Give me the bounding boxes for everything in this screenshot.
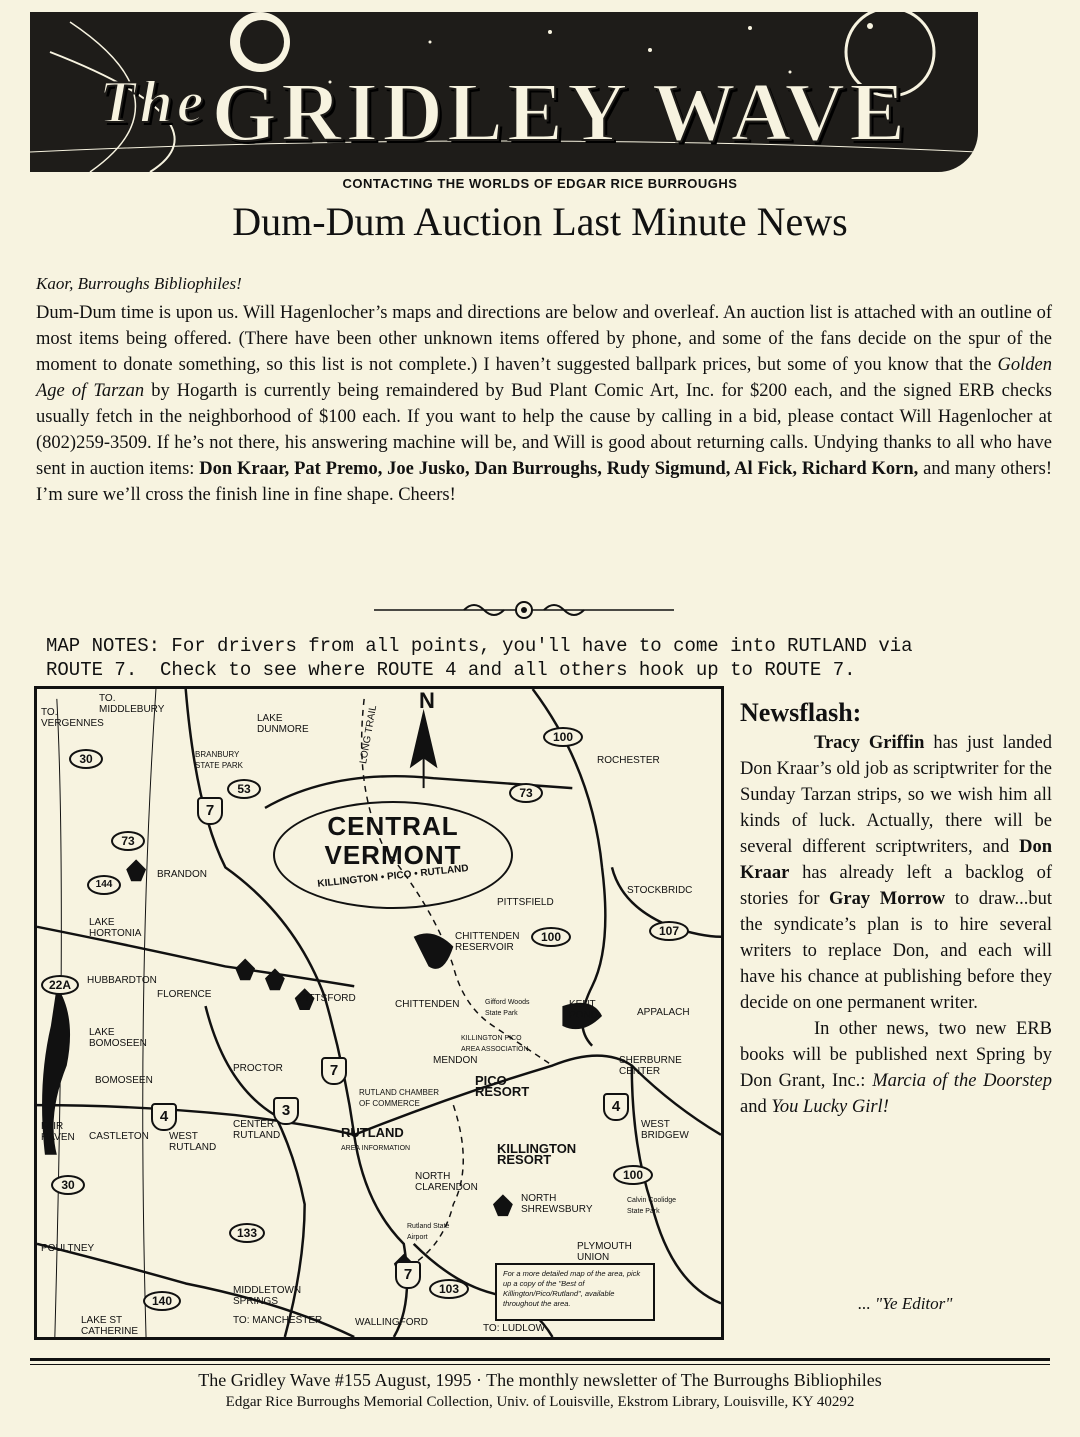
newsflash-text-1b: has already left a backlog of stories for [740, 863, 1052, 909]
map-label-west-rutland: WEST RUTLAND [169, 1131, 217, 1153]
footer-address-line: Edgar Rice Burroughs Memorial Collection, Univ. of Louisville, Ekstrom Library, Louisville, KY 40292 [225, 1394, 855, 1410]
newsflash-name-1: Tracy Griffin [814, 733, 925, 753]
map-label-fair-haven: FAIR HAVEN [41, 1121, 75, 1143]
route-144-shield: 144 [87, 875, 121, 895]
map-label-north-shrewsbury: NORTH SHREWSBURY [521, 1193, 593, 1215]
route-7-shield: 7 [197, 797, 223, 825]
route-7-shield-south: 7 [395, 1261, 421, 1289]
footer-rule-thin [30, 1364, 1050, 1365]
masthead-tagline: CONTACTING THE WORLDS OF EDGAR RICE BURROUGHS [342, 176, 738, 191]
map-notes [46, 634, 1076, 682]
newsflash-paragraph-2 [740, 1016, 1052, 1120]
newsflash-paragraph-1 [740, 730, 1052, 1016]
newsflash-text-1c: to draw...but the syndicate’s plan is to hire several writers to replace Don, and each will have his chance at publishing before they decide on one permanent writer. [740, 889, 1053, 1013]
map-label-rochester: ROCHESTER [597, 755, 660, 766]
route-22a-shield: 22A [41, 975, 79, 995]
map-label-lake-bomoseen: LAKE BOMOSEEN [89, 1027, 147, 1049]
map-label-wallingford: WALLINGFORD [355, 1317, 428, 1328]
compass-north-label: N [419, 688, 435, 713]
map-label-castleton: CASTLETON [89, 1131, 149, 1142]
newsflash-name-3: Gray Morrow [829, 889, 946, 909]
map-label-chittenden-reservoir: CHITTENDEN RESERVOIR [455, 931, 520, 953]
map-label-area-information: AREA INFORMATION [341, 1145, 411, 1152]
map-label-rutland-airport: Rutland State Airport [407, 1223, 450, 1241]
map-label-chamber-of-commerce: RUTLAND CHAMBER OF COMMERCE [359, 1088, 440, 1108]
map-label-hubbardton: HUBBARDTON [87, 975, 157, 986]
route-103-shield: 103 [429, 1279, 469, 1299]
route-100-shield-north: 100 [543, 727, 583, 747]
newsflash-heading: Newsflash: [740, 698, 862, 727]
map-label-sherburne-center: SHERBURNE CENTER [619, 1055, 682, 1077]
map-notes-line-2: ROUTE 7. Check to see where ROUTE 4 and all others hook up to ROUTE 7. [46, 659, 856, 681]
map-label-pittsford: PITTSFORD [299, 993, 356, 1004]
map-label-lake-hortonia: LAKE HORTONIA [89, 917, 142, 939]
map-label-middletown-springs: MIDDLETOWN SPRINGS [233, 1285, 302, 1307]
page-headline: Dum-Dum Auction Last Minute News [232, 199, 848, 244]
footer-rule-thick [30, 1358, 1050, 1361]
route-30-shield: 30 [69, 749, 103, 769]
map-label-chittenden: CHITTENDEN [395, 999, 460, 1010]
editor-signoff: ... "Ye Editor" [858, 1294, 953, 1313]
map-label-ludlow: TO: LUDLOW [483, 1323, 546, 1334]
map-label-coolidge-park: Calvin Coolidge State Park [627, 1197, 677, 1215]
map-label-lake-dunmore: LAKE DUNMORE [257, 713, 309, 735]
map-label-proctor: PROCTOR [233, 1063, 283, 1074]
route-4-shield-west: 4 [151, 1103, 177, 1131]
map-notes-line-1: MAP NOTES: For drivers from all points, you'll have to come into RUTLAND via [46, 635, 913, 657]
map-label-middlebury: TO. MIDDLEBURY [99, 693, 165, 715]
central-vermont-map [34, 686, 724, 1340]
map-subtitle: KILLINGTON • PICO • RUTLAND [316, 863, 470, 890]
map-label-north-clarendon: NORTH CLARENDON [415, 1171, 478, 1193]
map-label-kent-pond: KENT POND [569, 999, 598, 1021]
map-info-box: For a more detailed map of the area, pick up a copy of the "Best of Killington/Pico/Rutland", available throughout the area. [495, 1263, 655, 1321]
newsflash-text-2: In other news, two new ERB books will be published next Spring by Don Grant, Inc.: [740, 1019, 1052, 1091]
route-107-shield: 107 [649, 921, 689, 941]
map-label-branbury: BRANBURY STATE PARK [195, 750, 244, 770]
map-label-appalachian: APPALACH [637, 1007, 690, 1018]
route-30-shield-south: 30 [51, 1175, 85, 1195]
ornamental-divider [374, 598, 674, 622]
route-73-shield-west: 73 [111, 831, 145, 851]
map-label-gifford-woods: Gifford Woods State Park [485, 999, 530, 1017]
intro-text-2: by Hogarth is currently being remaindered by Bud Plant Comic Art, Inc. for $200 each, and the signed ERB checks usually fetch in the neighborhood of $100 each. If you want to help the cause by calling in a bid, please contact Will Hagenlocher at (802)259-3509. If he’s not there, his answering machine will be, and Will is good about returning calls. Undying thanks to all who have sent in auction items: [36, 381, 1052, 479]
map-label-lake-st-catherine: LAKE ST CATHERINE [81, 1315, 139, 1337]
map-label-pittsfield: PITTSFIELD [497, 897, 554, 908]
map-label-poultney: POULTNEY [41, 1243, 95, 1254]
intro-donors: Don Kraar, Pat Premo, Joe Jusko, Dan Burroughs, Rudy Sigmund, Al Fick, Richard Korn, [199, 459, 919, 479]
map-label-stockbridge: STOCKBRIDC [627, 885, 693, 896]
map-label-killington-resort: KILLINGTON RESORT [497, 1141, 577, 1167]
salutation: Kaor, Burroughs Bibliophiles! [36, 274, 242, 293]
masthead-main: GRIDLEY WAVE [211, 66, 910, 159]
route-4-shield-east: 4 [603, 1093, 629, 1121]
route-100-shield-south: 100 [613, 1165, 653, 1185]
route-133-shield: 133 [229, 1223, 265, 1243]
newsflash-text-1a: has just landed Don Kraar’s old job as scriptwriter for the Sunday Tarzan strips, so we wish him all kinds of luck. Actually, there will be several different scriptwriters, and [740, 733, 1052, 857]
map-label-brandon: BRANDON [157, 869, 208, 880]
route-53-shield: 53 [227, 779, 261, 799]
map-title-1: CENTRAL [327, 811, 459, 841]
map-label-mendon: MENDON [433, 1055, 478, 1066]
intro-book-title: Golden Age of Tarzan [36, 355, 1052, 401]
route-100-shield-mid: 100 [531, 927, 571, 947]
map-label-manchester: TO: MANCHESTER [233, 1315, 323, 1326]
map-label-pico-resort: PICO RESORT [475, 1073, 530, 1099]
map-label-rutland: RUTLAND [341, 1125, 404, 1140]
newsflash-column [740, 700, 1052, 1120]
map-label-west-bridgewater: WEST BRIDGEW [641, 1119, 689, 1141]
map-roads [37, 689, 721, 1337]
newsflash-book-1: Marcia of the Doorstep [872, 1071, 1052, 1091]
footer-issue-line: The Gridley Wave #155 August, 1995 · The monthly newsletter of The Burroughs Bibliophiles [198, 1370, 882, 1390]
masthead-banner [30, 12, 978, 172]
map-label-plymouth-union: PLYMOUTH UNION [577, 1241, 632, 1263]
intro-paragraph [36, 300, 1052, 508]
newsflash-and: and [740, 1097, 772, 1117]
map-label-center-rutland: CENTER RUTLAND [233, 1119, 281, 1141]
intro-text-1: Dum-Dum time is upon us. Will Hagenlocher’s maps and directions are below and overleaf. An auction list is attached with an outline of most items being offered. (There have been other unknown items offered by phone, and some of the fans decide on the spur of the moment to donate something, so this list is not complete.) I haven’t suggested ballpark prices, but some of you know that the [36, 303, 1052, 375]
map-label-killington-pico-assoc: KILLINGTON PICO AREA ASSOCIATION [461, 1035, 529, 1053]
map-label-vergennes: TO. VERGENNES [41, 707, 104, 729]
intro-text-3: and many others! I’m sure we’ll cross the finish line in fine shape. Cheers! [36, 459, 1053, 505]
route-3-shield: 3 [273, 1097, 299, 1125]
map-label-long-trail: LONG TRAIL [358, 704, 380, 765]
route-73-shield-east: 73 [509, 783, 543, 803]
newsflash-name-2: Don Kraar [740, 837, 1052, 883]
masthead-the: The [98, 69, 208, 135]
map-title-2: VERMONT [324, 840, 462, 870]
newsflash-book-2: You Lucky Girl! [771, 1097, 889, 1117]
route-7-shield-rutland: 7 [321, 1057, 347, 1085]
map-label-florence: FLORENCE [157, 989, 212, 1000]
route-140-shield: 140 [143, 1291, 181, 1311]
map-label-bomoseen: BOMOSEEN [95, 1075, 153, 1086]
central-vermont-title [273, 801, 513, 909]
masthead-title [30, 64, 978, 161]
